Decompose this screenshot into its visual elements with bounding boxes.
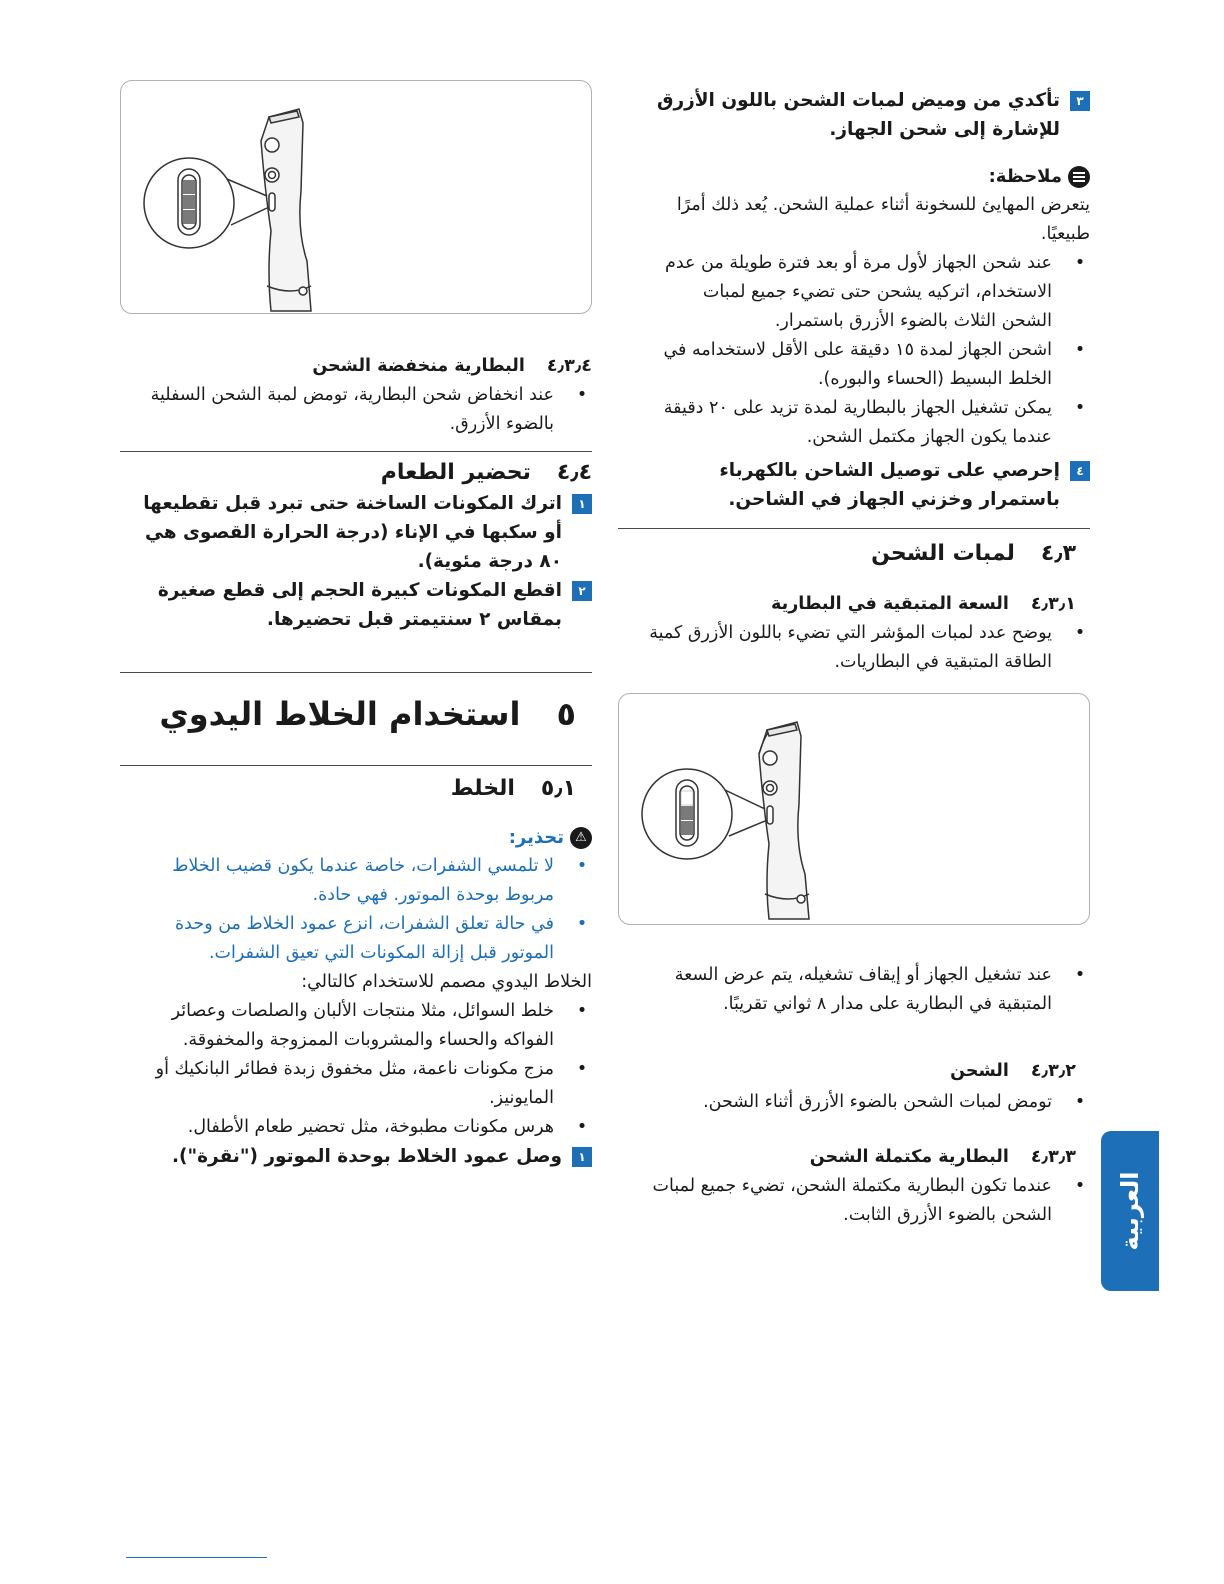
list-item: • عندما تكون البطارية مكتملة الشحن، تضيء جميع لمبات الشحن بالضوء الأزرق الثابت. [652, 1176, 1086, 1225]
step-4 [618, 456, 1090, 514]
divider [120, 672, 592, 673]
usage-intro: الخلاط اليدوي مصمم للاستخدام كالتالي: [301, 972, 592, 992]
list-item: • يمكن تشغيل الجهاز بالبطارية لمدة تزيد على ٢٠ دقيقة عندما يكون الجهاز مكتمل الشحن. [663, 398, 1086, 447]
step-text: وصل عمود الخلاط بوحدة الموتور ("نقرة"). [172, 1146, 562, 1167]
warning-label: تحذير: [508, 827, 564, 848]
battery-indicator-figure [120, 80, 592, 314]
step-text: تأكدي من وميض لمبات الشحن باللون الأزرق للإشارة إلى شحن الجهاز. [656, 90, 1060, 140]
step-text: اترك المكونات الساخنة حتى تبرد قبل تقطيعها أو سكبها في الإناء (درجة الحرارة القصوى هي ٨٠ درجة مئوية). [143, 493, 562, 572]
assembly-step-1 [120, 1142, 592, 1171]
step-number: ١ [572, 1147, 592, 1167]
section-heading-4-3-4: ٤٫٣٫٤ البطارية منخفضة الشحن [312, 356, 592, 376]
prep-step-1 [120, 489, 592, 576]
step-3 [618, 86, 1090, 144]
warning-list [120, 852, 592, 968]
section-heading-4-3-1: ٤٫٣٫١ السعة المتبقية في البطارية [771, 594, 1076, 614]
section-heading-4-3: ٤٫٣ لمبات الشحن [871, 541, 1076, 566]
battery-indicator-figure [618, 693, 1090, 925]
left-column [120, 80, 592, 1171]
footer-rule [126, 1557, 267, 1558]
list-item: • مزج مكونات ناعمة، مثل مخفوق زبدة فطائر البانكيك أو المايونيز. [155, 1059, 588, 1108]
divider [120, 765, 592, 766]
list-item: • في حالة تعلق الشفرات، انزع عمود الخلاط من وحدة الموتور قبل إزالة المكونات التي تعيق الشفرات. [175, 914, 588, 963]
language-tab [1101, 1131, 1159, 1291]
step-number: ٣ [1070, 91, 1090, 111]
list-item: • اشحن الجهاز لمدة ١٥ دقيقة على الأقل لاستخدامه في الخلط البسيط (الحساء والبوره). [663, 340, 1086, 389]
note-label: ملاحظة: [988, 166, 1062, 187]
step-number: ٤ [1070, 461, 1090, 481]
section-heading-4-4: ٤٫٤ تحضير الطعام [380, 460, 592, 485]
section-heading-5-1: ٥٫١ الخلط [450, 776, 576, 801]
list-item: • خلط السوائل، مثلا منتجات الألبان والصلصات وعصائر الفواكه والحساء والمشروبات الممزوجة والمخفوقة. [171, 1001, 588, 1050]
warning-heading [120, 823, 592, 852]
note-block [618, 162, 1090, 452]
list-item: • لا تلمسي الشفرات، خاصة عندما يكون قضيب الخلاط مربوط بوحدة الموتور. فهي حادة. [172, 856, 588, 905]
list-item: • يوضح عدد لمبات المؤشر التي تضيء باللون الأزرق كمية الطاقة المتبقية في البطاريات. [649, 623, 1086, 672]
list-item: • عند انخفاض شحن البطارية، تومض لمبة الشحن السفلية بالضوء الأزرق. [150, 385, 588, 434]
section-heading-4-3-2: ٤٫٣٫٢ الشحن [950, 1061, 1076, 1081]
note-text: يتعرض المهايئ للسخونة أثناء عملية الشحن. يُعد ذلك أمرًا طبيعيًا. [676, 195, 1090, 244]
chapter-heading-5: ٥ استخدام الخلاط اليدوي [159, 695, 576, 733]
step-text: اقطع المكونات كبيرة الحجم إلى قطع صغيرة بمقاس ٢ سنتيمتر قبل تحضيرها. [157, 580, 562, 630]
step-text: إحرصي على توصيل الشاحن بالكهرباء باستمرار وخزني الجهاز في الشاحن. [719, 460, 1060, 510]
list-item: • عند شحن الجهاز لأول مرة أو بعد فترة طويلة من عدم الاستخدام، اتركيه يشحن حتى تضيء جميع لمبات الشحن الثلاث بالضوء الأزرق باستمرار. [665, 253, 1086, 331]
list-item: • هرس مكونات مطبوخة، مثل تحضير طعام الأطفال. [187, 1117, 588, 1137]
list-item: • تومض لمبات الشحن بالضوء الأزرق أثناء الشحن. [703, 1092, 1086, 1112]
divider [120, 451, 592, 452]
note-icon [1068, 166, 1090, 188]
step-number: ٢ [572, 581, 592, 601]
prep-step-2 [120, 576, 592, 634]
section-heading-4-3-3: ٤٫٣٫٣ البطارية مكتملة الشحن [809, 1147, 1076, 1167]
right-column [618, 86, 1090, 1230]
warning-icon: ⚠ [570, 827, 592, 849]
divider [618, 528, 1090, 529]
step-number: ١ [572, 494, 592, 514]
list-item: • عند تشغيل الجهاز أو إيقاف تشغيله، يتم عرض السعة المتبقية في البطارية على مدار ٨ ثواني تقريبًا. [674, 965, 1086, 1014]
language-tab-label: العربية [1116, 1171, 1144, 1251]
